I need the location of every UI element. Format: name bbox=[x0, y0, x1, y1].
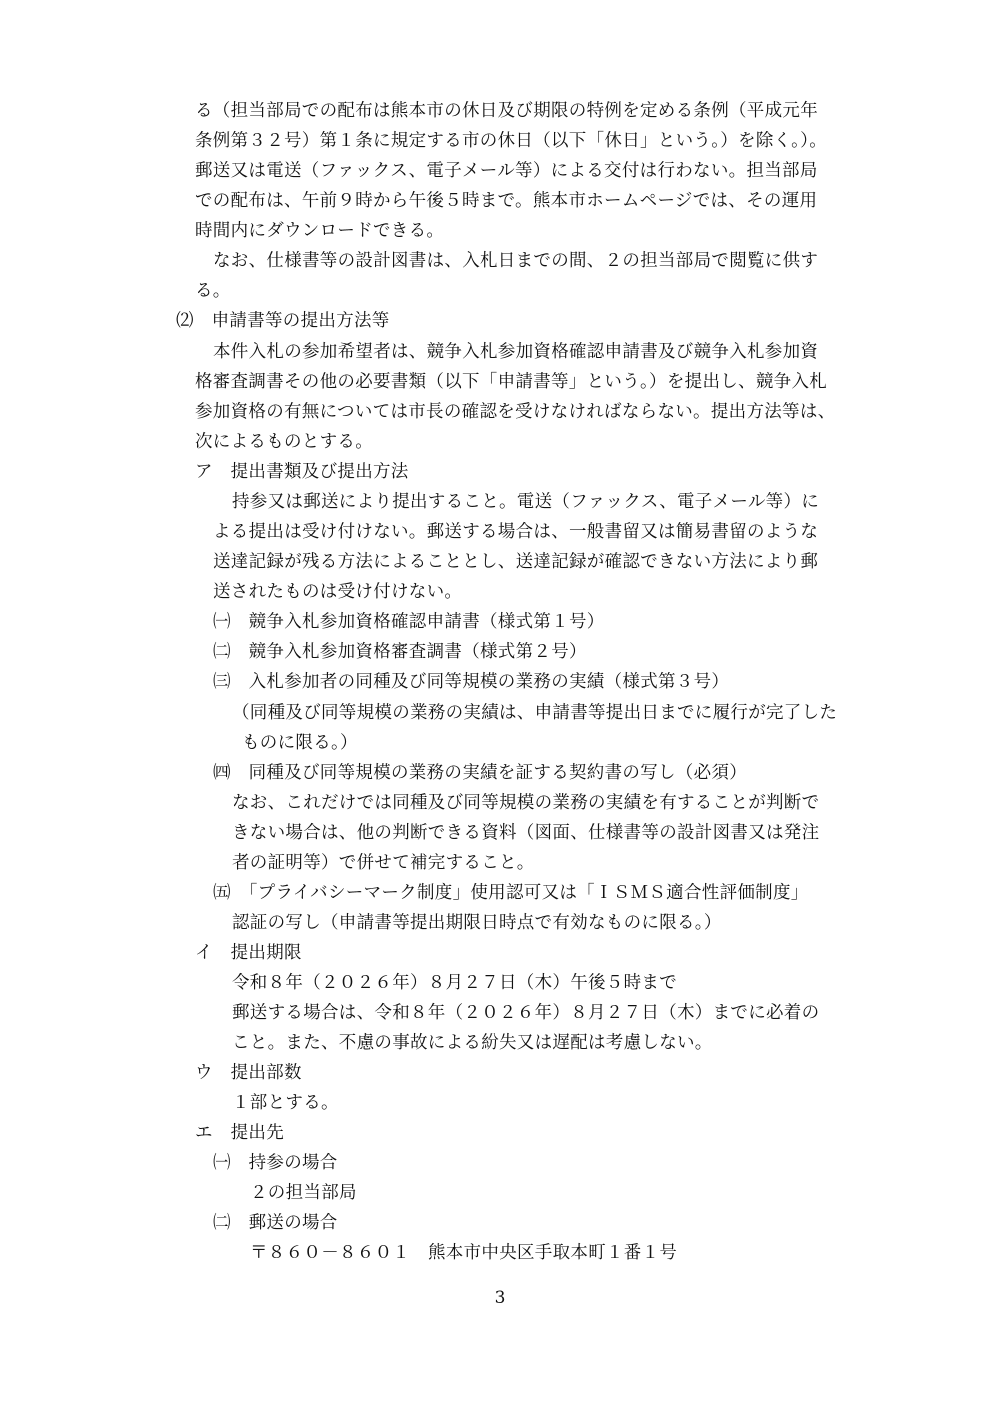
list-item: ㈡ 競争入札参加資格審査調書（様式第２号） bbox=[213, 642, 587, 662]
list-item: ㈤ 「プライバシーマーク制度」使用認可又は「ＩＳＭＳ適合性評価制度」 bbox=[213, 883, 809, 903]
text-line: なお、これだけでは同種及び同等規模の業務の実績を有することが判断で bbox=[232, 793, 820, 813]
text-line: 者の証明等）で併せて補完すること。 bbox=[232, 853, 535, 873]
text-line: 認証の写し（申請書等提出期限日時点で有効なものに限る。） bbox=[232, 913, 722, 933]
text-line: 持参又は郵送により提出すること。電送（ファックス、電子メール等）に bbox=[232, 492, 820, 512]
subsection-heading: ウ 提出部数 bbox=[195, 1063, 302, 1083]
list-item: ㈣ 同種及び同等規模の業務の実績を証する契約書の写し（必須） bbox=[213, 763, 747, 783]
text-line: （同種及び同等規模の業務の実績は、申請書等提出日までに履行が完了した bbox=[232, 703, 838, 723]
text-line: での配布は、午前９時から午後５時まで。熊本市ホームページでは、その運用 bbox=[195, 191, 818, 211]
subsection-heading: エ 提出先 bbox=[195, 1123, 284, 1143]
list-item: ㈡ 郵送の場合 bbox=[213, 1213, 338, 1233]
list-item: ㈠ 競争入札参加資格確認申請書（様式第１号） bbox=[213, 612, 605, 632]
page-number: 3 bbox=[494, 1288, 506, 1308]
list-item: ㈠ 持参の場合 bbox=[213, 1153, 338, 1173]
text-line: 郵送する場合は、令和８年（２０２６年）８月２７日（木）までに必着の bbox=[232, 1003, 820, 1023]
text-line: きない場合は、他の判断できる資料（図面、仕様書等の設計図書又は発注 bbox=[232, 823, 820, 843]
text-line: よる提出は受け付けない。郵送する場合は、一般書留又は簡易書留のような bbox=[213, 522, 819, 542]
text-line: ２の担当部局 bbox=[250, 1183, 357, 1203]
text-line: なお、仕様書等の設計図書は、入札日までの間、２の担当部局で閲覧に供す bbox=[213, 251, 819, 271]
text-line: 格審査調書その他の必要書類（以下「申請書等」という。）を提出し、競争入札 bbox=[195, 372, 828, 392]
text-line: 送達記録が残る方法によることとし、送達記録が確認できない方法により郵 bbox=[213, 552, 819, 572]
text-line: 参加資格の有無については市長の確認を受けなければならない。提出方法等は、 bbox=[195, 402, 836, 422]
text-line: 時間内にダウンロードできる。 bbox=[195, 221, 445, 241]
text-line: ものに限る。） bbox=[242, 733, 358, 753]
section-heading: ⑵ 申請書等の提出方法等 bbox=[176, 311, 390, 331]
text-line: る（担当部局での配布は熊本市の休日及び期限の特例を定める条例（平成元年 bbox=[195, 101, 818, 121]
text-line: こと。また、不慮の事故による紛失又は遅配は考慮しない。 bbox=[232, 1033, 713, 1053]
text-line: 本件入札の参加希望者は、競争入札参加資格確認申請書及び競争入札参加資 bbox=[213, 342, 819, 362]
text-line: 送されたものは受け付けない。 bbox=[213, 582, 463, 602]
text-line: 令和８年（２０２６年）８月２７日（木）午後５時まで bbox=[232, 973, 677, 993]
list-item: ㈢ 入札参加者の同種及び同等規模の業務の実績（様式第３号） bbox=[213, 672, 730, 692]
text-line: 次によるものとする。 bbox=[195, 432, 373, 452]
subsection-heading: ア 提出書類及び提出方法 bbox=[195, 462, 409, 482]
address-line: 〒８６０－８６０１ 熊本市中央区手取本町１番１号 bbox=[250, 1243, 678, 1263]
subsection-heading: イ 提出期限 bbox=[195, 943, 302, 963]
text-line: る。 bbox=[195, 281, 231, 301]
text-line: 条例第３２号）第１条に規定する市の休日（以下「休日」という。）を除く。）。 bbox=[195, 131, 827, 151]
text-line: 郵送又は電送（ファックス、電子メール等）による交付は行わない。担当部局 bbox=[195, 161, 818, 181]
text-line: １部とする。 bbox=[232, 1093, 339, 1113]
